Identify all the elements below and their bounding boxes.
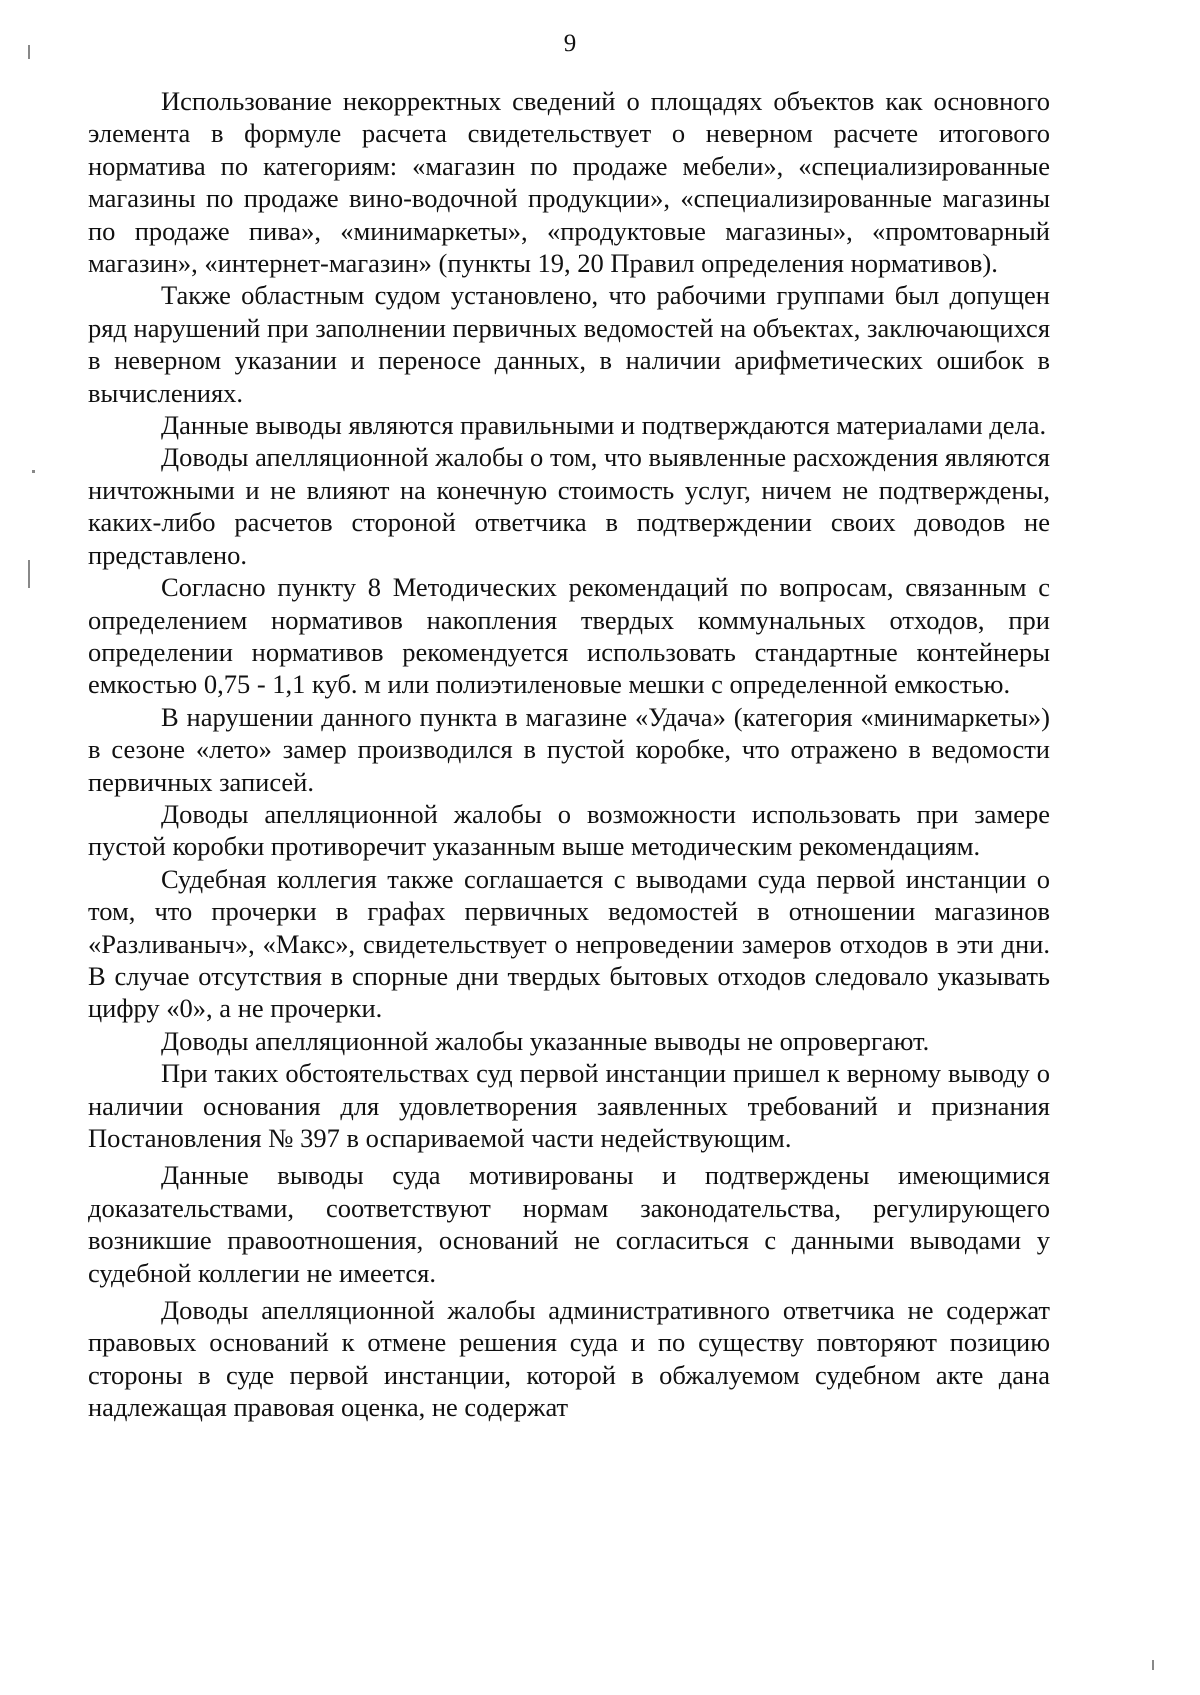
page-number: 9	[563, 30, 577, 57]
paragraph-1: Использование некорректных сведений о площадях объектов как основного элемента в формуле расчета свидетельствует о неверном расчете итогового норматива по категориям: «магазин по продаже мебели», «специализированные магазины по продаже вино-водочной продукции», «специализированные магазины по продаже пива», «минимаркеты», «продуктовые магазины», «промтоварный магазин», «интернет-магазин» (пункты 19, 20 Правил определения нормативов).	[88, 86, 1050, 279]
scan-speck	[1152, 1660, 1154, 1670]
paragraph-6: В нарушении данного пункта в магазине «Удача» (категория «минимаркеты») в сезоне «лето» замер производился в пустой коробке, что отражено в ведомости первичных записей.	[88, 701, 1050, 797]
paragraph-5: Согласно пункту 8 Методических рекомендаций по вопросам, связанным с определением нормативов накопления твердых коммунальных отходов, при определении нормативов рекомендуется использовать стандартные контейнеры емкостью 0,75 - 1,1 куб. м или полиэтиленовые мешки с определенной емкостью.	[88, 572, 1050, 700]
scan-speck	[28, 45, 30, 59]
paragraph-7: Доводы апелляционной жалобы о возможности использовать при замере пустой коробки противоречит указанным выше методическим рекомендациям.	[88, 798, 1050, 862]
paragraph-12: Доводы апелляционной жалобы административного ответчика не содержат правовых оснований к отмене решения суда и по существу повторяют позицию стороны в суде первой инстанции, которой в обжалуемом судебном акте дана надлежащая правовая оценка, не содержат	[88, 1295, 1050, 1423]
scan-speck	[28, 560, 30, 588]
document-body	[88, 85, 1050, 1424]
paragraph-9: Доводы апелляционной жалобы указанные выводы не опровергают.	[161, 1025, 930, 1056]
paragraph-8: Судебная коллегия также соглашается с выводами суда первой инстанции о том, что прочерки в графах первичных ведомостей в отношении магазинов «Разливаныч», «Макс», свидетельствует о непроведении замеров отходов в эти дни. В случае отсутствия в спорные дни твердых бытовых отходов следовало указывать цифру «0», а не прочерки.	[88, 863, 1050, 1024]
paragraph-4: Доводы апелляционной жалобы о том, что выявленные расхождения являются ничтожными и не влияют на конечную стоимость услуг, ничем не подтверждены, каких-либо расчетов стороной ответчика в подтверждении своих доводов не представлено.	[88, 442, 1050, 570]
paragraph-11: Данные выводы суда мотивированы и подтверждены имеющимися доказательствами, соответствуют нормам законодательства, регулирующего возникшие правоотношения, оснований не согласиться с данными выводами у судебной коллегии не имеется.	[88, 1160, 1050, 1288]
paragraph-3: Данные выводы являются правильными и подтверждаются материалами дела.	[161, 410, 1047, 441]
paragraph-10: При таких обстоятельствах суд первой инстанции пришел к верному выводу о наличии основания для удовлетворения заявленных требований и признания Постановления № 397 в оспариваемой части недействующим.	[88, 1058, 1050, 1153]
scan-speck	[32, 470, 35, 473]
paragraph-2: Также областным судом установлено, что рабочими группами был допущен ряд нарушений при заполнении первичных ведомостей на объектах, заключающихся в неверном указании и переносе данных, в наличии арифметических ошибок в вычислениях.	[88, 280, 1051, 408]
